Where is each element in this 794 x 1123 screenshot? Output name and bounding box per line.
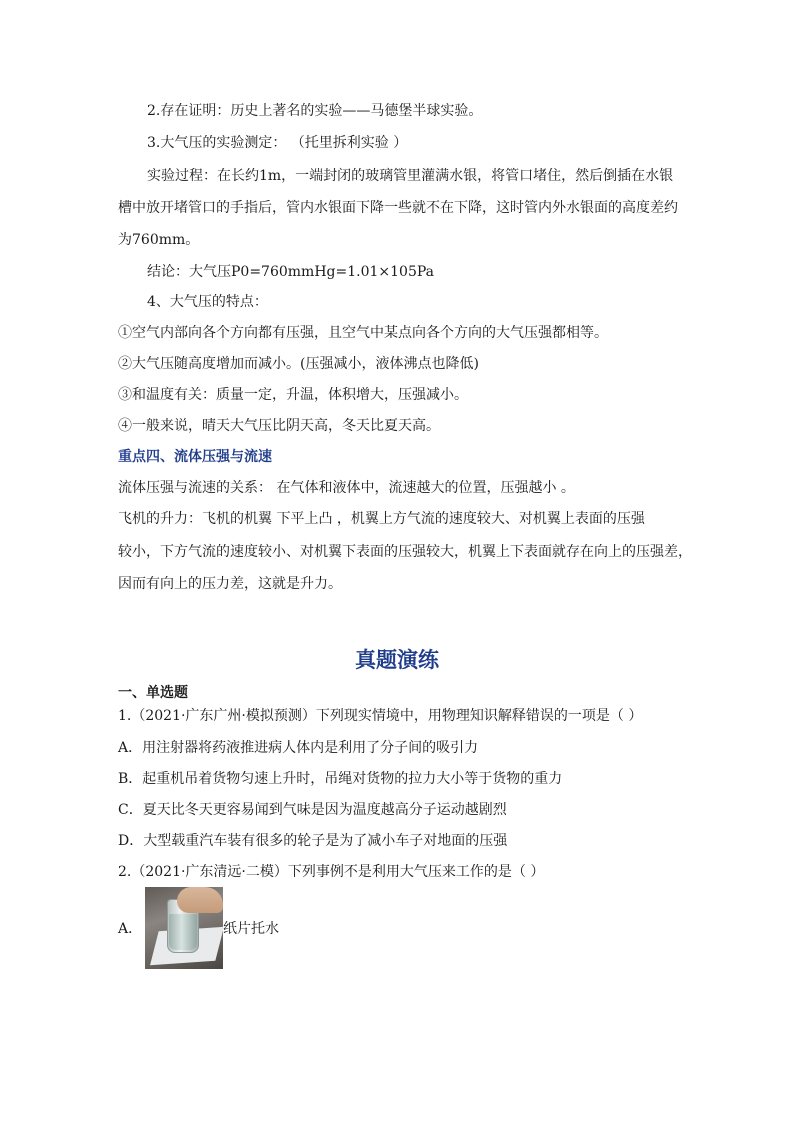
text-line-5: 为760mm。 <box>118 232 200 248</box>
text-line-15: 较小，下方气流的速度较小、对机翼下表面的压强较大，机翼上下表面就存在向上的压强差， <box>118 544 692 560</box>
text-line-3: 实验过程：在长约1m，一端封闭的玻璃管里灌满水银，将管口堵住，然后倒插在水银 <box>147 168 674 184</box>
text-line-7: 4、大气压的特点： <box>147 294 268 310</box>
section-title: 真题演练 <box>355 647 439 672</box>
question-1-option-a: A．用注射器将药液推进病人体内是利用了分子间的吸引力 <box>118 740 479 756</box>
text-line-16: 因而有向上的压力差，这就是升力。 <box>118 576 342 592</box>
key-point-heading: 重点四、流体压强与流速 <box>118 449 272 465</box>
question-1-option-b: B．起重机吊着货物匀速上升时，吊绳对货物的拉力大小等于货物的重力 <box>118 771 563 787</box>
conclusion-line: 结论：大气压P0=760mmHg=1.01×105Pa <box>147 264 434 280</box>
feature-3: ③和温度有关：质量一定，升温，体积增大，压强减小。 <box>118 387 468 403</box>
glass-paper-photo <box>145 887 223 969</box>
question-1-stem: 1.（2021·广东广州·模拟预测）下列现实情境中，用物理知识解释错误的一项是（ ） <box>118 708 643 724</box>
feature-2: ②大气压随高度增加而减小。(压强减小，液体沸点也降低) <box>118 356 479 372</box>
question-2-option-a-letter: A． <box>118 921 143 937</box>
text-line-13: 流体压强与流速的关系： 在气体和液体中，流速越大的位置，压强越小 。 <box>118 480 575 496</box>
text-line-4: 槽中放开堵管口的手指后，管内水银面下降一些就不在下降，这时管内外水银面的高度差约 <box>118 200 678 216</box>
text-line-14: 飞机的升力：飞机的机翼 下平上凸 ，机翼上方气流的速度较大、对机翼上表面的压强 <box>118 511 645 527</box>
question-2-stem: 2.（2021·广东清远·二模）下列事例不是利用大气压来工作的是（ ） <box>118 864 545 880</box>
question-1-option-c: C．夏天比冬天更容易闻到气味是因为温度越高分子运动越剧烈 <box>118 802 507 818</box>
text-line-2: 3.大气压的实验测定： （托里拆利实验 ） <box>147 135 408 151</box>
subsection-heading: 一、单选题 <box>118 685 188 701</box>
question-1-option-d: D．大型载重汽车装有很多的轮子是为了减小车子对地面的压强 <box>118 833 508 849</box>
text-line-1: 2.存在证明：历史上著名的实验——马德堡半球实验。 <box>147 103 483 119</box>
question-2-option-a-text: 纸片托水 <box>223 921 279 937</box>
feature-4: ④一般来说，晴天大气压比阴天高，冬天比夏天高。 <box>118 418 440 434</box>
feature-1: ①空气内部向各个方向都有压强，且空气中某点向各个方向的大气压强都相等。 <box>118 325 608 341</box>
